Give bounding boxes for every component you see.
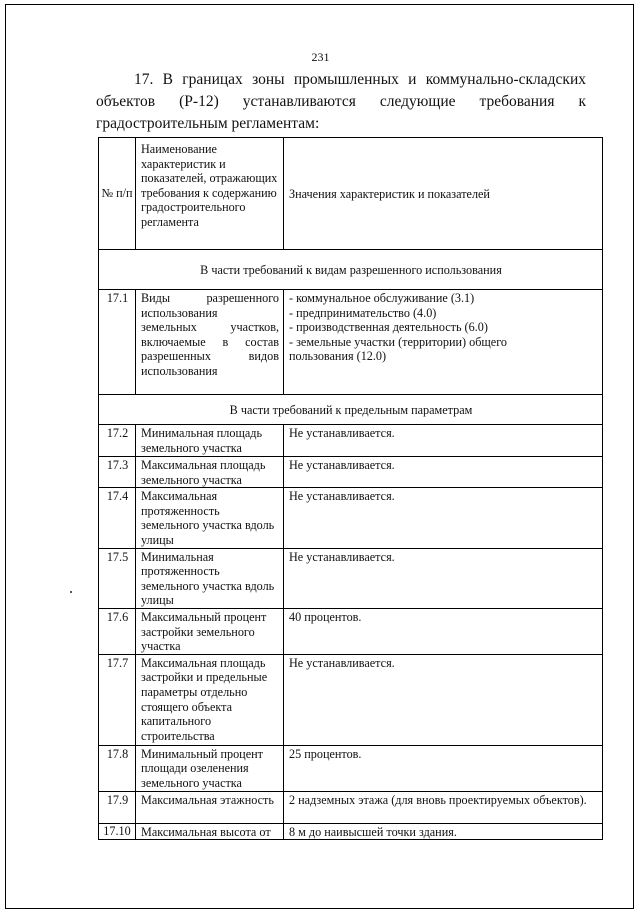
row-value-17-1 xyxy=(284,290,603,395)
row-num: 17.7 xyxy=(99,654,136,745)
row-num: 17.9 xyxy=(99,791,136,823)
row-value: Не устанавливается. xyxy=(284,654,603,745)
document-page xyxy=(5,4,634,909)
row-name: Максимальная высота от xyxy=(136,823,284,840)
section-title-permitted-use: В части требований к видам разрешенного использования xyxy=(99,250,603,290)
row-value: Не устанавливается. xyxy=(284,457,603,488)
header-num: № п/п xyxy=(99,138,136,250)
row-name: Минимальный процент площади озеленения земельного участка xyxy=(136,745,284,791)
table-row xyxy=(99,608,603,654)
row-num: 17.3 xyxy=(99,457,136,488)
row-value: 40 процентов. xyxy=(284,608,603,654)
name-line: использования xyxy=(141,363,218,378)
regulations-table xyxy=(98,137,603,840)
name-line: Виды разрешенного xyxy=(141,291,279,305)
row-name: Максимальная площадь земельного участка xyxy=(136,457,284,488)
page-number: 231 xyxy=(311,50,330,64)
value-line: - земельные участки (территории) общего xyxy=(289,334,507,349)
table-row xyxy=(99,791,603,823)
row-num: 17.10 xyxy=(99,823,136,840)
heading-line-3: градостроительным регламентам: xyxy=(96,115,320,132)
header-value: Значения характеристик и показателей xyxy=(284,138,603,250)
heading-line-2: объектов (Р-12) устанавливаются следующие требования к xyxy=(96,93,586,110)
heading-line-1: 17. В границах зоны промышленных и коммунально-складских xyxy=(134,71,586,88)
name-line: разрешенных видов xyxy=(141,349,279,364)
name-line: земельных участков, xyxy=(141,320,279,335)
table-row xyxy=(99,745,603,791)
table-row xyxy=(99,425,603,457)
row-name: Максимальный процент застройки земельного участка xyxy=(136,608,284,654)
row-value: Не устанавливается. xyxy=(284,488,603,548)
table-row xyxy=(99,457,603,488)
row-value: 25 процентов. xyxy=(284,745,603,791)
row-num: 17.6 xyxy=(99,608,136,654)
row-value: Не устанавливается. xyxy=(284,548,603,608)
row-num-17-1: 17.1 xyxy=(99,290,136,395)
row-value: Не устанавливается. xyxy=(284,425,603,457)
value-line: пользования (12.0) xyxy=(289,349,387,364)
table-row xyxy=(99,823,603,840)
row-value: 2 надземных этажа (для вновь проектируемых объектов). xyxy=(284,791,603,823)
table-row xyxy=(99,548,603,608)
section-row-2 xyxy=(99,395,603,425)
header-name: Наименование характеристик и показателей, отражающих требования к содержанию градостроительного регламента xyxy=(136,138,284,250)
name-line: использования xyxy=(141,305,218,320)
table-row xyxy=(99,654,603,745)
table-row xyxy=(99,488,603,548)
section-title-limit-params: В части требований к предельным параметрам xyxy=(99,395,603,425)
value-line: - производственная деятельность (6.0) xyxy=(289,320,488,335)
row-num: 17.8 xyxy=(99,745,136,791)
table-row xyxy=(99,290,603,395)
section-heading xyxy=(96,69,586,135)
row-name-17-1 xyxy=(136,290,284,395)
scan-speck xyxy=(70,591,72,593)
row-name: Максимальная площадь застройки и предельные параметры отдельно стоящего объекта капитального строительства xyxy=(136,654,284,745)
row-name: Максимальная протяженность земельного участка вдоль улицы xyxy=(136,488,284,548)
section-row-1 xyxy=(99,250,603,290)
row-name: Минимальная протяженность земельного участка вдоль улицы xyxy=(136,548,284,608)
row-num: 17.5 xyxy=(99,548,136,608)
row-num: 17.4 xyxy=(99,488,136,548)
value-line: - коммунальное обслуживание (3.1) xyxy=(289,291,475,305)
name-line: включаемые в состав xyxy=(141,334,279,349)
row-value: 8 м до наивысшей точки здания. xyxy=(284,823,603,840)
row-name: Максимальная этажность xyxy=(136,791,284,823)
row-num: 17.2 xyxy=(99,425,136,457)
value-line: - предпринимательство (4.0) xyxy=(289,305,437,320)
table-header-row xyxy=(99,138,603,250)
row-name: Минимальная площадь земельного участка xyxy=(136,425,284,457)
